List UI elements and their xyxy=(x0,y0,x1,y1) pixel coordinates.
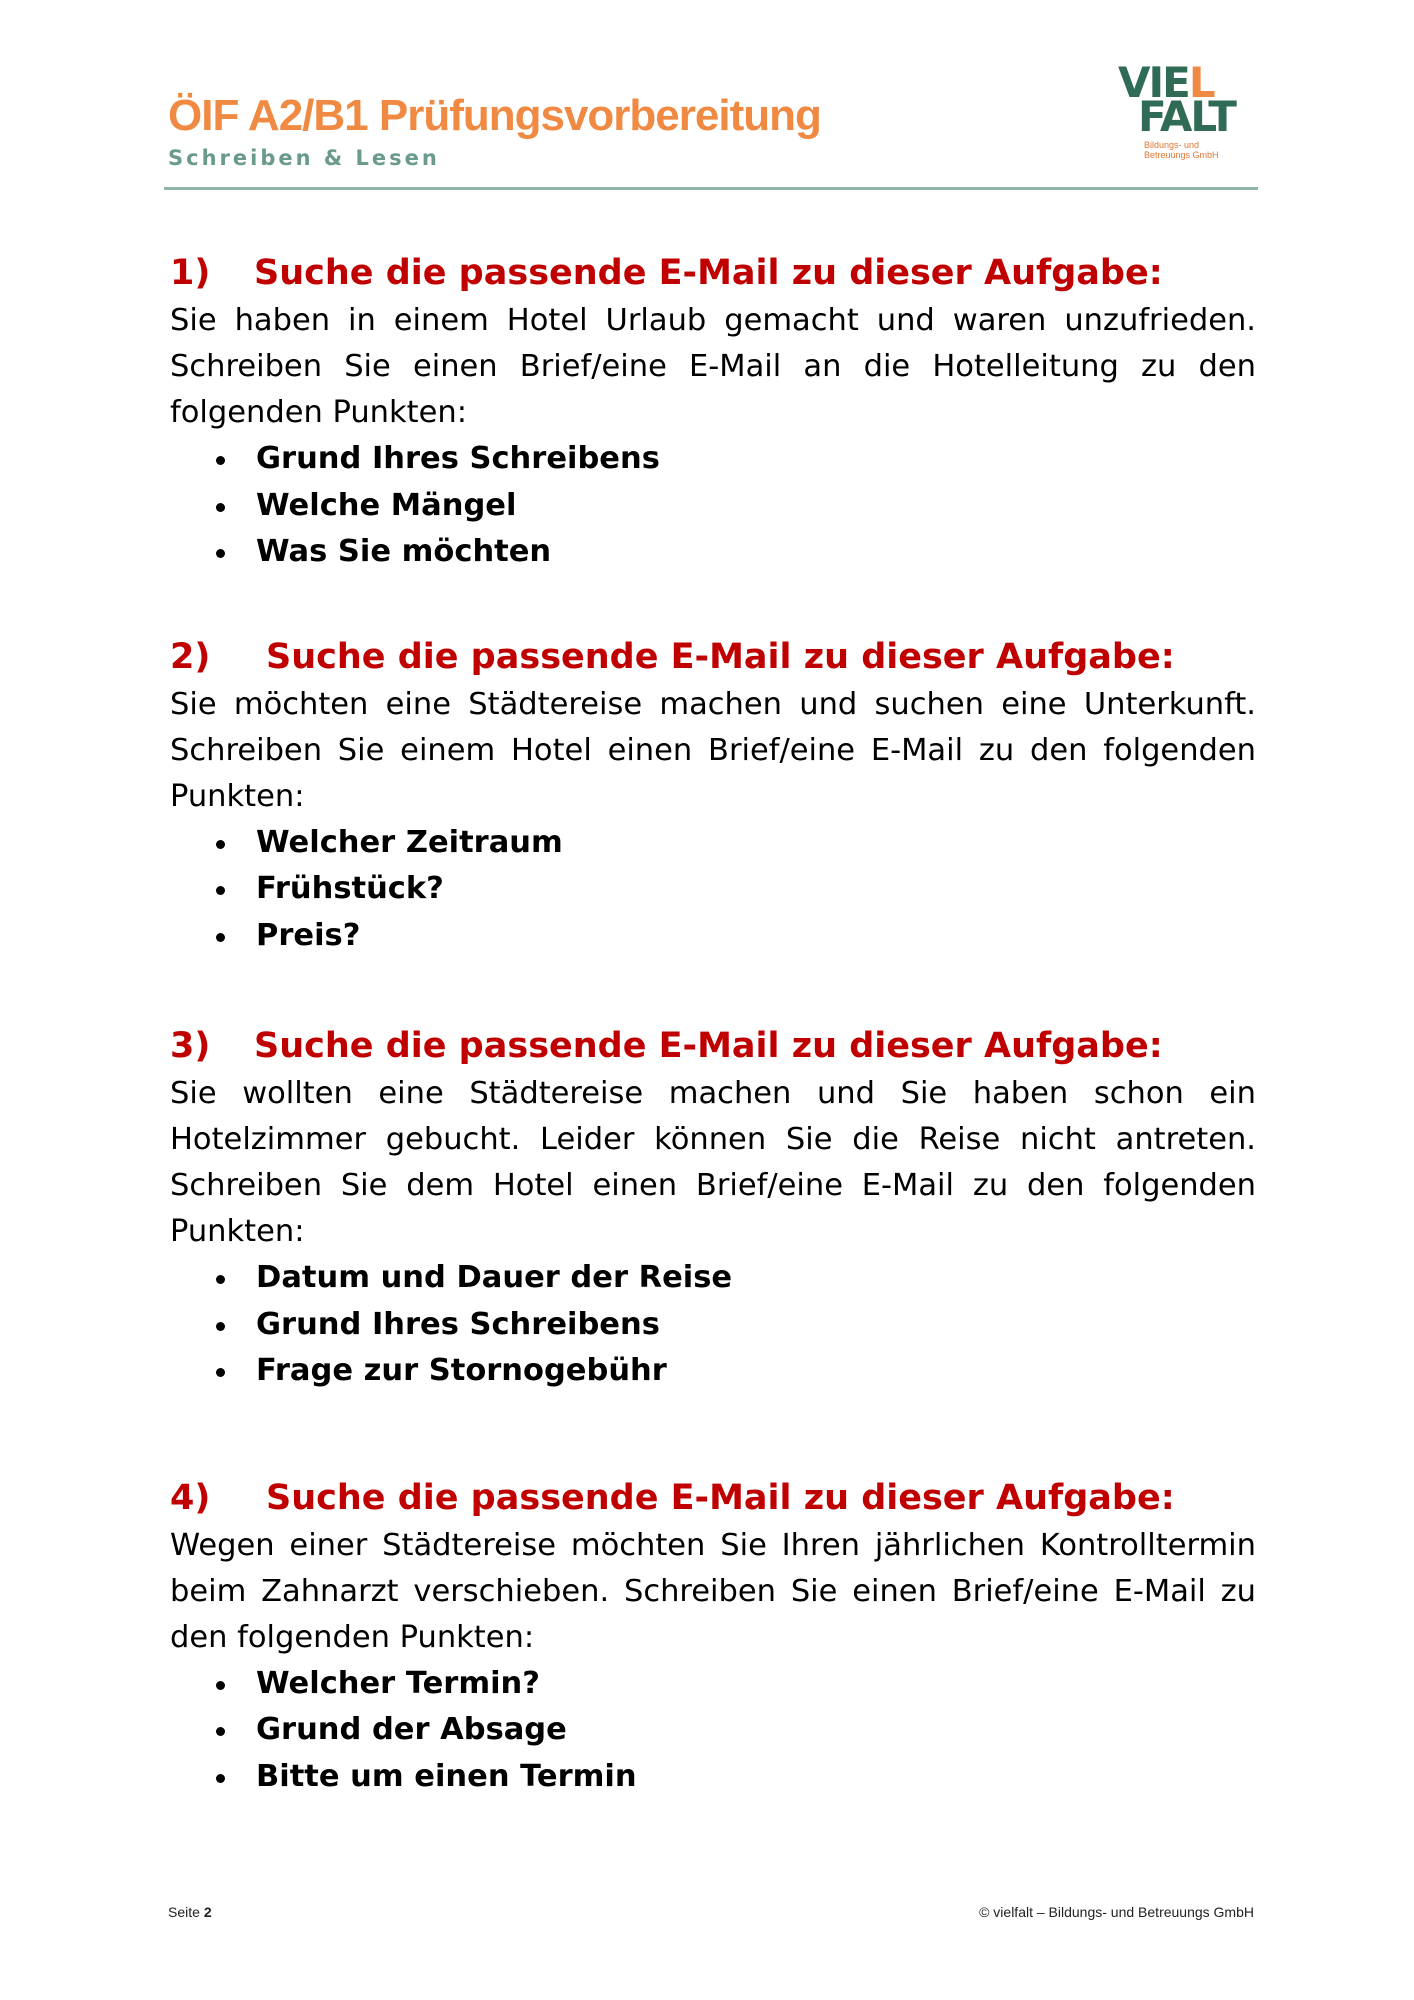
bullet-icon xyxy=(216,886,225,895)
section-heading xyxy=(170,1473,1256,1523)
bullet-icon xyxy=(216,1774,225,1783)
list-item: Was Sie möchten xyxy=(170,529,1256,576)
bullet-icon xyxy=(216,549,225,558)
list-item: Bitte um einen Termin xyxy=(170,1754,1256,1801)
page-number: Seite 2 xyxy=(168,1904,212,1920)
list-item: Welcher Termin? xyxy=(170,1661,1256,1708)
section-title: Suche die passende E-Mail zu dieser Aufgabe: xyxy=(254,1026,1163,1066)
task-section-4 xyxy=(170,1473,1256,1801)
vielfalt-logo xyxy=(1118,58,1238,176)
bullet-list xyxy=(170,820,1256,960)
logo-row-1: VIEL xyxy=(1118,58,1214,107)
logo-wordmark xyxy=(1118,58,1238,141)
task-section-3 xyxy=(170,1021,1256,1395)
section-number: 2) xyxy=(170,636,211,677)
document-subtitle: Schreiben & Lesen xyxy=(168,146,440,170)
bullet-icon xyxy=(216,1368,225,1377)
section-text: Sie haben in einem Hotel Urlaub gemacht und waren unzufrieden. Schreiben Sie einen Brief/eine E-Mail an die Hotelleitung zu den folgenden Punkten: xyxy=(170,303,1256,430)
section-number: 4) xyxy=(170,1477,211,1518)
bullet-icon xyxy=(216,840,225,849)
bullet-list xyxy=(170,1255,1256,1395)
section-heading xyxy=(170,1021,1256,1071)
bullet-icon xyxy=(216,1322,225,1331)
bullet-icon xyxy=(216,1727,225,1736)
section-title: Suche die passende E-Mail zu dieser Aufgabe: xyxy=(266,1477,1175,1518)
bullet-list xyxy=(170,436,1256,576)
copyright-notice: © vielfalt – Bildungs- und Betreuungs GmbH xyxy=(979,1904,1254,1920)
list-item: Frühstück? xyxy=(170,866,1256,913)
section-number: 3) xyxy=(170,1026,211,1066)
list-item: Grund Ihres Schreibens xyxy=(170,1302,1256,1349)
bullet-icon xyxy=(216,456,225,465)
section-text: Sie wollten eine Städtereise machen und Sie haben schon ein Hotelzimmer gebucht. Leider können Sie die Reise nicht antreten. Schreiben Sie dem Hotel einen Brief/eine E-Mail zu den folgenden Punkten: xyxy=(170,1076,1256,1249)
bullet-list xyxy=(170,1661,1256,1801)
section-title: Suche die passende E-Mail zu dieser Aufgabe: xyxy=(254,253,1163,293)
list-item: Preis? xyxy=(170,913,1256,960)
task-section-1 xyxy=(170,248,1256,576)
section-text: Sie möchten eine Städtereise machen und suchen eine Unterkunft. Schreiben Sie einem Hotel einen Brief/eine E-Mail zu den folgenden Punkten: xyxy=(170,686,1256,814)
document-title: ÖIF A2/B1 Prüfungsvorbereitung xyxy=(168,91,821,140)
section-heading xyxy=(170,248,1256,298)
header-divider xyxy=(164,187,1258,190)
main-content xyxy=(170,248,1256,1800)
list-item: Grund Ihres Schreibens xyxy=(170,436,1256,483)
page-header xyxy=(168,88,1256,170)
list-item: Welcher Zeitraum xyxy=(170,820,1256,867)
section-number: 1) xyxy=(170,253,211,293)
list-item: Grund der Absage xyxy=(170,1707,1256,1754)
list-item: Datum und Dauer der Reise xyxy=(170,1255,1256,1302)
list-item: Welche Mängel xyxy=(170,483,1256,530)
section-text: Wegen einer Städtereise möchten Sie Ihren jährlichen Kontrolltermin beim Zahnarzt verschieben. Schreiben Sie einen Brief/eine E-Mail zu den folgenden Punkten: xyxy=(170,1527,1256,1655)
bullet-icon xyxy=(216,933,225,942)
logo-caption: Bildungs- und Betreuungs GmbH xyxy=(1144,140,1219,160)
task-section-2 xyxy=(170,632,1256,960)
bullet-icon xyxy=(216,503,225,512)
bullet-icon xyxy=(216,1275,225,1284)
section-title: Suche die passende E-Mail zu dieser Aufgabe: xyxy=(266,636,1175,677)
logo-row-2: FALT xyxy=(1138,92,1235,141)
list-item: Frage zur Stornogebühr xyxy=(170,1348,1256,1395)
bullet-icon xyxy=(216,1681,225,1690)
section-heading xyxy=(170,632,1256,682)
